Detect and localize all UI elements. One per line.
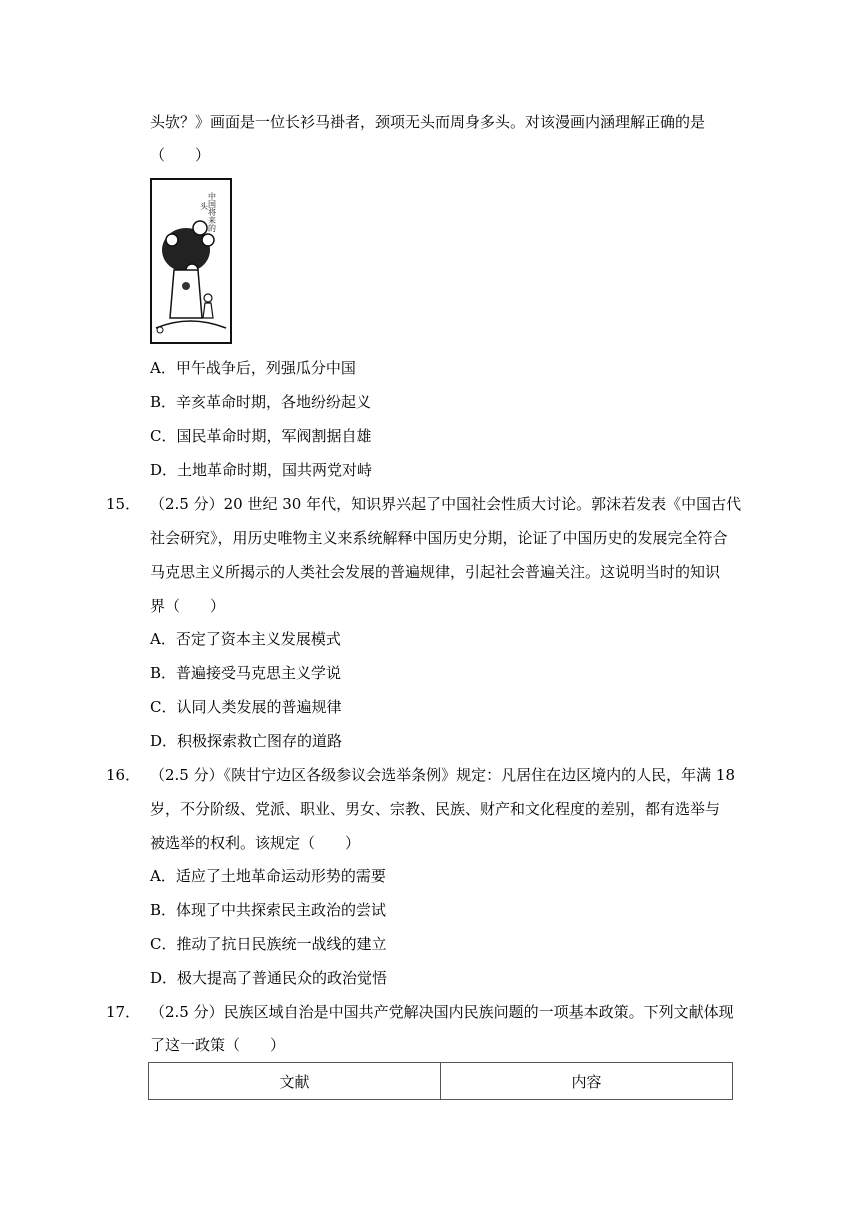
- q15-option-a: A．否定了资本主义发展模式: [150, 630, 341, 648]
- q15-option-b: B．普遍接受马克思主义学说: [150, 664, 342, 682]
- q16-option-c: C．推动了抗日民族统一战线的建立: [150, 935, 387, 953]
- q16-option-d: D．极大提高了普通民众的政治觉悟: [150, 969, 388, 987]
- q14-option-a: A．甲午战争后，列强瓜分中国: [150, 359, 356, 377]
- q17-document-table: [148, 1062, 733, 1100]
- q15-line-3: 马克思主义所揭示的人类社会发展的普遍规律，引起社会普遍关注。这说明当时的知识: [150, 563, 721, 581]
- table-header-content: 内容: [441, 1063, 733, 1100]
- q14-option-c: C．国民革命时期，军阀割据自雄: [150, 427, 372, 445]
- cartoon-caption-right: 中国将来的: [207, 192, 217, 232]
- q15-line-4: 界（ ）: [150, 597, 226, 615]
- q15-line-2: 社会研究》，用历史唯物主义来系统解释中国历史分期，论证了中国历史的发展完全符合: [150, 529, 728, 547]
- q14-option-b: B．辛亥革命时期，各地纷纷起义: [150, 393, 372, 411]
- q16-option-b: B．体现了中共探索民主政治的尝试: [150, 901, 387, 919]
- q17-line-1: （2.5 分）民族区域自治是中国共产党解决国内民族问题的一项基本政策。下列文献体现: [150, 1003, 734, 1021]
- q15-option-c: C．认同人类发展的普遍规律: [150, 698, 342, 716]
- table-header-document: 文献: [149, 1063, 441, 1100]
- q17-number: 17．: [106, 1003, 141, 1021]
- q16-option-a: A．适应了土地革命运动形势的需要: [150, 867, 386, 885]
- q14-answer-paren: （ ）: [150, 146, 211, 164]
- q14-option-d: D．土地革命时期，国共两党对峙: [150, 461, 373, 479]
- q14-stem-tail: 头欤？》画面是一位长衫马褂者，颈项无头而周身多头。对该漫画内涵理解正确的是: [150, 113, 706, 131]
- cartoon-image: [150, 178, 232, 344]
- q15-option-d: D．积极探索救亡图存的道路: [150, 732, 343, 750]
- q15-line-1: （2.5 分）20 世纪 30 年代，知识界兴起了中国社会性质大讨论。郭沫若发表《中国古代: [150, 495, 742, 513]
- q16-line-2: 岁，不分阶级、党派、职业、男女、宗教、民族、财产和文化程度的差别，都有选举与: [150, 800, 721, 818]
- q15-number: 15．: [106, 495, 141, 513]
- q16-line-3: 被选举的权利。该规定（ ）: [150, 834, 361, 852]
- cartoon-caption-left: 头: [199, 202, 209, 210]
- q16-number: 16．: [106, 766, 141, 784]
- table-header-row: [149, 1063, 733, 1100]
- q17-line-2: 了这一政策（ ）: [150, 1036, 286, 1054]
- q16-line-1: （2.5 分）《陕甘宁边区各级参议会选举条例》规定：凡居住在边区境内的人民，年满 18: [150, 766, 735, 784]
